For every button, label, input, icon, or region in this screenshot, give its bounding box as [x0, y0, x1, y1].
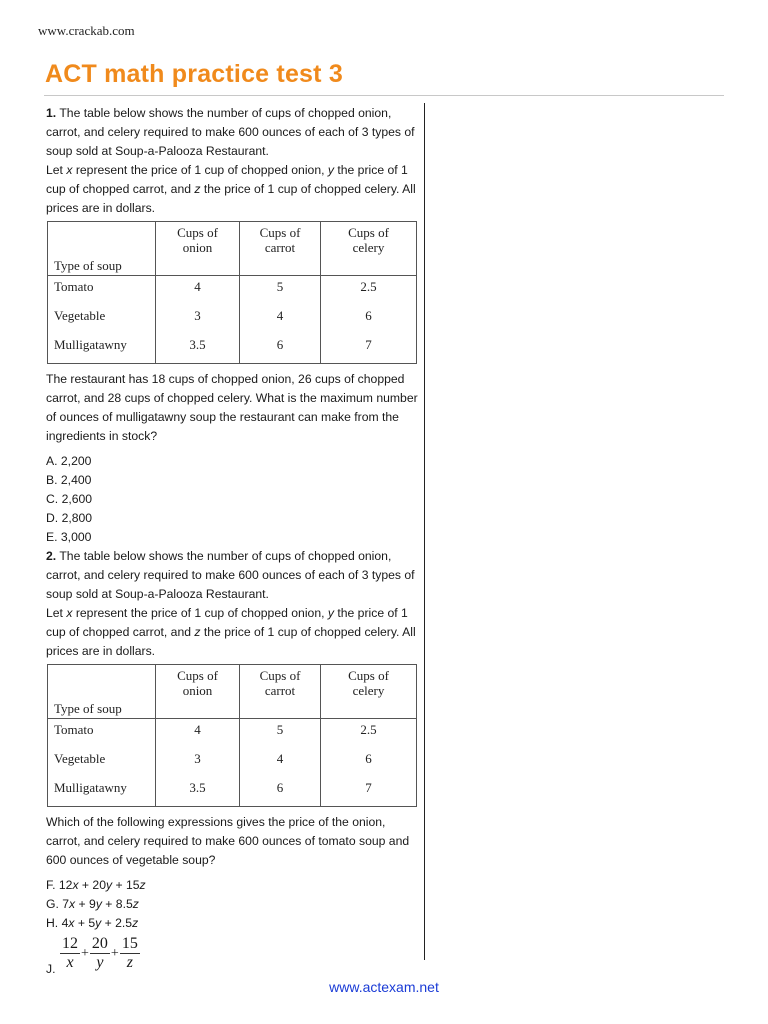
header-carrot-label: carrot: [264, 683, 296, 698]
fraction-denominator: z: [126, 954, 133, 971]
cell-carrot: 4: [240, 305, 321, 334]
cell-carrot: 6: [240, 334, 321, 364]
q1-let-part: the price of 1 cup of chopped celery. All prices are in dollars.: [46, 182, 416, 215]
table-header-row: [48, 222, 417, 276]
cell-onion: 4: [156, 719, 240, 749]
q1-let-part: represent the price of 1 cup of chopped onion,: [72, 163, 328, 177]
fraction-numerator: 20: [91, 935, 108, 952]
expr-var: z: [132, 916, 139, 930]
header-onion-label: onion: [182, 683, 213, 698]
header-carrot-label: carrot: [264, 240, 296, 255]
cell-carrot: 5: [240, 719, 321, 749]
plus-sign: +: [110, 946, 119, 961]
answer-choice-h: [46, 914, 418, 933]
q2-intro: [46, 547, 418, 604]
expr-var: y: [95, 897, 102, 911]
cell-celery: 2.5: [321, 719, 417, 749]
cell-onion: 4: [156, 276, 240, 306]
cell-celery: 7: [321, 334, 417, 364]
cell-soup-name: Vegetable: [48, 305, 156, 334]
expr-var: x: [72, 878, 79, 892]
header-cups-carrot: [240, 665, 321, 719]
fraction: [60, 935, 80, 972]
q2-let-part: Let: [46, 606, 67, 620]
expr-part: + 20: [78, 878, 106, 892]
expr-part: + 8.5: [101, 897, 133, 911]
cell-soup-name: Tomato: [48, 276, 156, 306]
header-cups-label: Cups of: [177, 668, 218, 683]
q1-let: [46, 161, 418, 218]
soup-table-1: [47, 221, 417, 364]
q2-let-part: represent the price of 1 cup of chopped onion,: [72, 606, 328, 620]
expr-var: z: [132, 897, 139, 911]
q1-number: 1.: [46, 106, 57, 120]
header-site-url: www.crackab.com: [38, 23, 135, 38]
q2-let-part: the price of 1 cup of chopped carrot, and: [46, 606, 408, 639]
cell-celery: 7: [321, 777, 417, 807]
expr-part: + 5: [74, 916, 96, 930]
plus-sign: +: [81, 946, 89, 961]
title-divider: [44, 95, 724, 96]
table-row: [48, 334, 417, 364]
header-type-of-soup: Type of soup: [48, 665, 156, 719]
answer-choice-c: C. 2,600: [46, 492, 93, 506]
q2-let-part: the price of 1 cup of chopped celery. All prices are in dollars.: [46, 625, 416, 658]
page-title: ACT math practice test 3: [45, 60, 343, 88]
cell-soup-name: Mulligatawny: [48, 777, 156, 807]
header-cups-carrot: [240, 222, 321, 276]
expr-part: + 2.5: [101, 916, 133, 930]
expr-var: y: [95, 916, 102, 930]
header-cups-label: Cups of: [259, 225, 301, 240]
q1-question: The restaurant has 18 cups of chopped onion, 26 cups of chopped carrot, and 28 cups of chopped celery. What is the maximum number of ounces of mulligatawny soup the restaurant can make from the ingredients in stock?: [46, 372, 418, 443]
q2-intro-text: The table below shows the number of cups of chopped onion, carrot, and celery required to make 600 ounces of each of 3 types of soup sold at Soup-a-Palooza Restaurant.: [46, 549, 415, 601]
fraction: [120, 935, 140, 972]
answer-choice-e: E. 3,000: [46, 530, 92, 544]
header-cups-celery: [321, 665, 417, 719]
cell-celery: 6: [321, 305, 417, 334]
q2-var-x: x: [66, 606, 73, 620]
header-onion-label: onion: [182, 240, 213, 255]
answer-choice-g: [46, 895, 418, 914]
expr-part: + 15: [112, 878, 140, 892]
table-row: [48, 719, 417, 749]
cell-soup-name: Vegetable: [48, 748, 156, 777]
cell-celery: 6: [321, 748, 417, 777]
header-cups-label: Cups of: [348, 668, 389, 683]
expr-part: + 9: [75, 897, 96, 911]
answer-choice-d: D. 2,800: [46, 511, 93, 525]
table-row: [48, 777, 417, 807]
header-cups-onion: [156, 665, 240, 719]
fraction-numerator: 15: [121, 935, 138, 952]
choice-label: G.: [46, 897, 63, 911]
header-cups-label: Cups of: [348, 225, 389, 240]
expr-var: z: [139, 878, 146, 892]
choice-label: H.: [46, 916, 62, 930]
header-type-of-soup: Type of soup: [48, 222, 156, 276]
q1-intro: [46, 104, 418, 161]
expr-part: 4: [61, 916, 69, 930]
cell-soup-name: Tomato: [48, 719, 156, 749]
table-row: [48, 305, 417, 334]
answer-choice-j: [46, 933, 418, 979]
q2-var-z: z: [194, 625, 201, 639]
q1-intro-text: The table below shows the number of cups of chopped onion, carrot, and celery required to make 600 ounces of each of 3 types of soup sold at Soup-a-Palooza Restaurant.: [46, 106, 415, 158]
table-header-row: [48, 665, 417, 719]
fraction-denominator: x: [66, 954, 74, 971]
column-divider: [424, 103, 425, 960]
cell-carrot: 5: [240, 276, 321, 306]
q2-let: [46, 604, 418, 661]
q1-var-y: y: [327, 163, 334, 177]
expr-var: x: [68, 916, 75, 930]
expr-part: 7: [62, 897, 70, 911]
cell-carrot: 4: [240, 748, 321, 777]
cell-onion: 3.5: [156, 334, 240, 364]
q2-number: 2.: [46, 549, 57, 563]
q1-let-part: the price of 1 cup of chopped carrot, and: [46, 163, 408, 196]
question-column: [46, 104, 418, 979]
header-cups-label: Cups of: [259, 668, 301, 683]
table-row: [48, 748, 417, 777]
q1-var-z: z: [194, 182, 201, 196]
q2-question: Which of the following expressions gives the price of the onion, carrot, and celery required to make 600 ounces of tomato soup and 600 ounces of vegetable soup?: [46, 815, 410, 867]
answer-choice-b: B. 2,400: [46, 473, 92, 487]
choice-label: J.: [46, 962, 56, 976]
fraction: [90, 935, 110, 972]
q1-let-part: Let: [46, 163, 67, 177]
answer-choice-f: [46, 876, 418, 895]
header-celery-label: celery: [352, 683, 385, 698]
cell-celery: 2.5: [321, 276, 417, 306]
expr-part: 12: [58, 878, 73, 892]
fraction-expression: [60, 935, 140, 972]
expr-var: x: [69, 897, 76, 911]
cell-onion: 3: [156, 748, 240, 777]
cell-onion: 3.5: [156, 777, 240, 807]
fraction-numerator: 12: [62, 935, 78, 952]
footer-link[interactable]: www.actexam.net: [329, 979, 439, 995]
soup-table-2: [47, 664, 417, 807]
cell-onion: 3: [156, 305, 240, 334]
cell-carrot: 6: [240, 777, 321, 807]
header-cups-onion: [156, 222, 240, 276]
header-celery-label: celery: [352, 240, 385, 255]
fraction-denominator: y: [96, 954, 104, 971]
cell-soup-name: Mulligatawny: [48, 334, 156, 364]
header-cups-label: Cups of: [177, 225, 218, 240]
expr-var: y: [105, 878, 113, 892]
header-cups-celery: [321, 222, 417, 276]
table-row: [48, 276, 417, 306]
q1-var-x: x: [66, 163, 73, 177]
choice-label: F.: [46, 878, 59, 892]
answer-choice-a: A. 2,200: [46, 454, 92, 468]
q2-var-y: y: [327, 606, 334, 620]
